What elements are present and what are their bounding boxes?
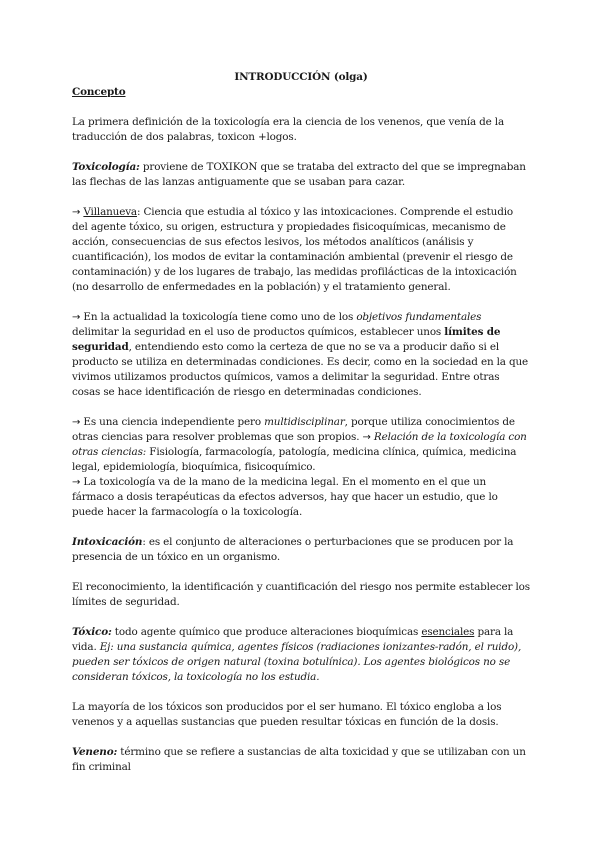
actualidad-text-c: delimitar la seguridad en el uso de productos químicos, establecer unos bbox=[72, 326, 445, 338]
section-heading-concepto: Concepto bbox=[72, 86, 126, 98]
term-toxico: Tóxico: bbox=[72, 626, 112, 638]
multi-text-c: , porque utiliza conocimientos de otras ciencias para resolver problemas que son propios. bbox=[72, 416, 515, 443]
paragraph-toxico bbox=[72, 625, 530, 685]
villanueva-text: : Ciencia que estudia al tóxico y las intoxicaciones. Comprende el estudio del agente tóxico, su origen, estructura y propiedades fisicoquímicas, mecanismo de acción, consecuencias de sus efectos lesivos, los métodos analíticos (análisis y cuantificación), los modos de evitar la contaminación ambiental (prevenir el riesgo de contaminación) y de los lugares de trabajo, las medidas profilácticas de la intoxicación (no desarrollo de enfermedades en la población) y el tratamiento general. bbox=[72, 206, 517, 293]
paragraph-toxicologia bbox=[72, 160, 530, 190]
multi-text-e: Fisiología, farmacología, patología, medicina clínica, química, medicina legal, epidemiología, bioquímica, fisicoquímico. bbox=[72, 446, 517, 473]
actualidad-text-e: , entendiendo esto como la certeza de que no se va a producir daño si el producto se utiliza en determinadas condiciones. Es decir, como en la sociedad en la que vivimos utilizamos productos químicos, vamos a delimitar la seguridad. Entre otras cosas se hace identificación de riesgo en determinadas condiciones. bbox=[72, 341, 529, 398]
author-villanueva: Villanueva bbox=[83, 206, 137, 218]
toxico-example: Ej: una sustancia química, agentes físicos (radiaciones ionizantes-radón, el ruido), pueden ser tóxicos de origen natural (toxina botulínica). Los agentes biológicos no se consideran tóxicos, la toxicología no los estudia. bbox=[72, 641, 522, 683]
actualidad-text-a: En la actualidad la toxicología tiene como uno de los bbox=[80, 311, 357, 323]
paragraph-villanueva bbox=[72, 205, 530, 295]
esenciales: esenciales bbox=[421, 626, 475, 638]
toxico-text-c: para la vida. bbox=[72, 626, 514, 653]
intoxicacion-text: : es el conjunto de alteraciones o perturbaciones que se producen por la presencia de un tóxico en un organismo. bbox=[72, 536, 514, 563]
arrow-icon: → bbox=[72, 417, 81, 428]
arrow-icon: → bbox=[72, 477, 81, 488]
limites-de-seguridad: límites de seguridad bbox=[72, 326, 501, 353]
paragraph-definition: La primera definición de la toxicología era la ciencia de los venenos, que venía de la traducción de dos palabras, toxicon +logos. bbox=[72, 116, 505, 143]
term-intoxicacion: Intoxicación bbox=[72, 536, 143, 548]
multidisciplinar: multidisciplinar bbox=[264, 416, 345, 428]
paragraph-reconocimiento: El reconocimiento, la identificación y cuantificación del riesgo nos permite establecer los límites de seguridad. bbox=[72, 581, 530, 608]
paragraph-actualidad bbox=[72, 310, 530, 400]
toxicologia-text: proviene de TOXIKON que se trataba del extracto del que se impregnaban las flechas de las lanzas antiguamente que se usaban para cazar. bbox=[72, 161, 526, 188]
document-title: INTRODUCCIÓN (olga) bbox=[234, 71, 368, 83]
toxico-text-a: todo agente químico que produce alteraciones bioquímicas bbox=[111, 626, 422, 638]
paragraph-multidisciplinar bbox=[72, 415, 530, 475]
arrow-icon: → bbox=[362, 432, 371, 443]
term-toxicologia: Toxicología: bbox=[72, 161, 140, 173]
document-page bbox=[72, 70, 530, 790]
paragraph-medicina-legal bbox=[72, 475, 530, 520]
term-veneno: Veneno: bbox=[72, 746, 118, 758]
medicina-legal-text: La toxicología va de la mano de la medicina legal. En el momento en el que un fármaco a dosis terapéuticas da efectos adversos, hay que hacer un estudio, que lo puede hacer la farmacología o la toxicología. bbox=[72, 476, 498, 518]
paragraph-veneno bbox=[72, 745, 530, 775]
multi-text-a: Es una ciencia independiente pero bbox=[80, 416, 265, 428]
arrow-icon: → bbox=[72, 207, 81, 218]
paragraph-intoxicacion bbox=[72, 535, 530, 565]
arrow-icon: → bbox=[72, 312, 81, 323]
paragraph-mayoria: La mayoría de los tóxicos son producidos por el ser humano. El tóxico engloba a los venenos y a aquellas sustancias que pueden resultar tóxicas en función de la dosis. bbox=[72, 701, 502, 728]
veneno-text: término que se refiere a sustancias de alta toxicidad y que se utilizaban con un fin criminal bbox=[72, 746, 526, 773]
relacion-otras-ciencias: Relación de la toxicología con otras ciencias: bbox=[72, 431, 527, 458]
objetivos-fundamentales: objetivos fundamentales bbox=[356, 311, 482, 323]
